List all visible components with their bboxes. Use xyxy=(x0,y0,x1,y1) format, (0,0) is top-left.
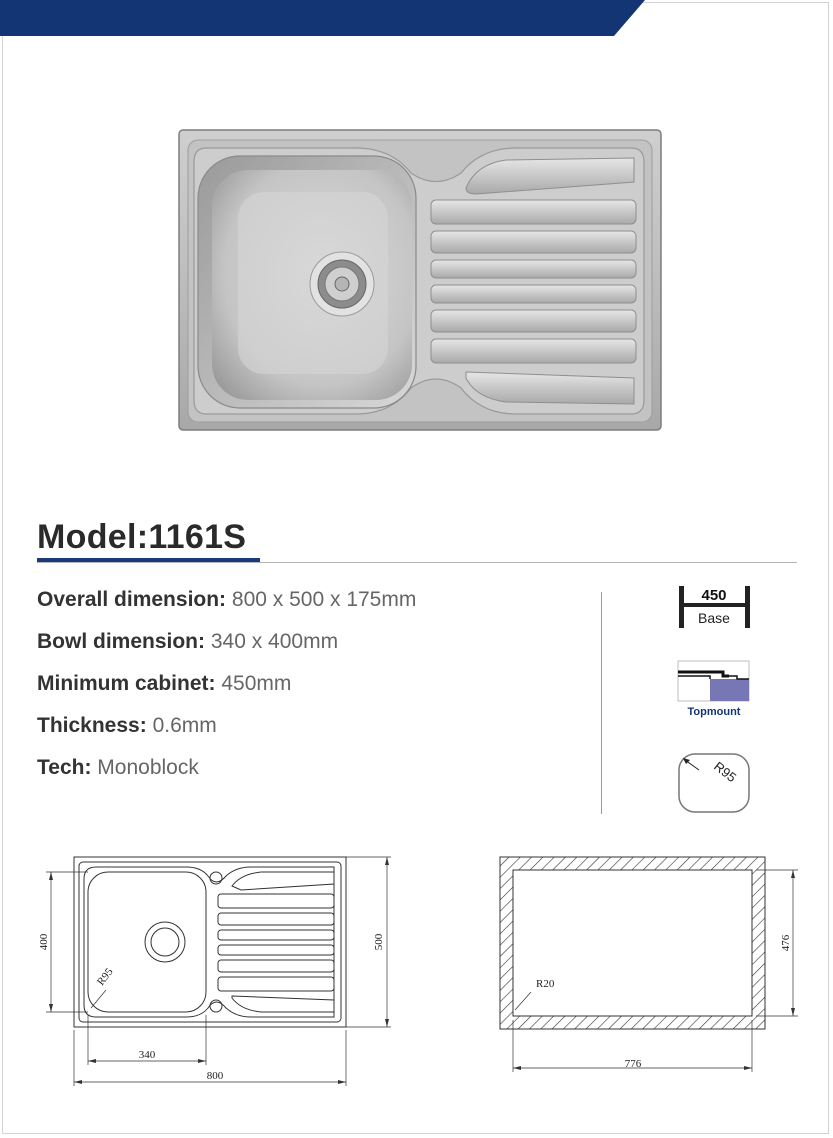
spec-thickness xyxy=(37,714,416,756)
spec-label: Thickness: xyxy=(37,714,147,737)
spec-overall-dimension xyxy=(37,588,416,630)
spec-label: Minimum cabinet: xyxy=(37,672,216,695)
topmount-icon xyxy=(677,660,751,722)
cutout-radius-label: R20 xyxy=(536,978,555,990)
base-cabinet-icon xyxy=(679,586,751,630)
spec-value: 340 x 400mm xyxy=(210,630,339,653)
spec-value: 0.6mm xyxy=(152,714,217,737)
model-title: Model:1161S xyxy=(37,518,247,556)
spec-label: Bowl dimension: xyxy=(37,630,205,653)
spec-value: 800 x 500 x 175mm xyxy=(231,588,417,611)
spec-label: Overall dimension: xyxy=(37,588,227,611)
sink-plan-drawing xyxy=(36,850,396,1090)
plan-bowl-width-label: 340 xyxy=(138,1049,156,1061)
base-number: 450 xyxy=(701,587,727,604)
plan-bowl-height-label: 400 xyxy=(38,933,50,951)
spec-list xyxy=(37,588,416,798)
base-caption: Base xyxy=(698,610,730,626)
cutout-template-drawing xyxy=(493,850,813,1080)
spec-minimum-cabinet xyxy=(37,672,416,714)
plan-width-label: 800 xyxy=(206,1070,224,1082)
spec-label: Tech: xyxy=(37,756,92,779)
spec-tech xyxy=(37,756,416,798)
topmount-caption: Topmount xyxy=(687,706,741,718)
spec-divider xyxy=(601,592,602,814)
corner-radius-icon xyxy=(677,752,753,816)
spec-bowl-dimension xyxy=(37,630,416,672)
corner-radius-caption: R95 xyxy=(711,758,740,786)
header-banner xyxy=(0,0,650,38)
plan-height-label: 500 xyxy=(373,933,385,951)
cutout-width-label: 776 xyxy=(624,1058,642,1070)
plan-radius-label: R95 xyxy=(94,966,116,988)
cutout-height-label: 476 xyxy=(780,934,792,952)
title-divider xyxy=(37,562,797,563)
spec-value: 450mm xyxy=(221,672,292,695)
spec-value: Monoblock xyxy=(97,756,199,779)
sink-product-photo xyxy=(176,128,664,436)
